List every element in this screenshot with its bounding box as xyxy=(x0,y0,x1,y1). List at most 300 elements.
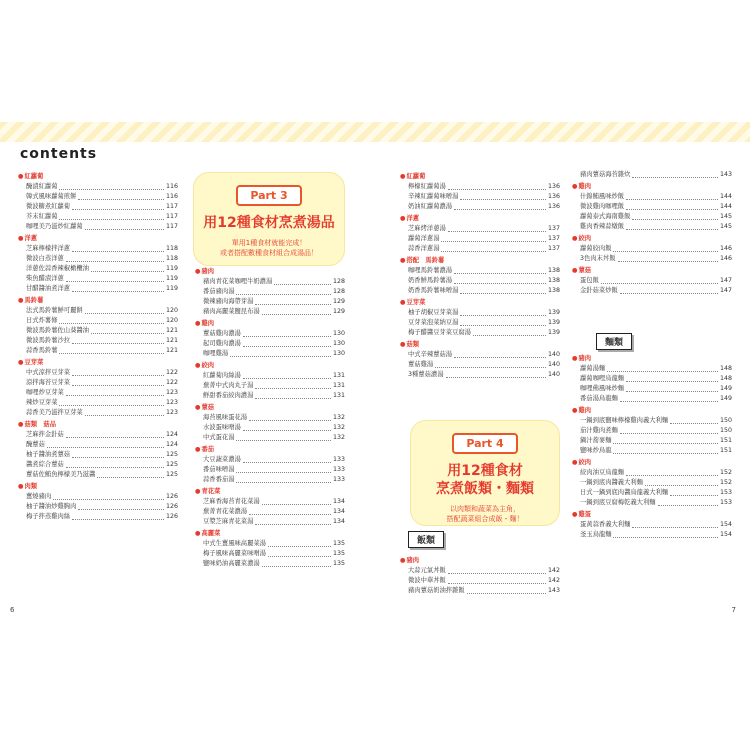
toc-entry-page: 131 xyxy=(332,382,345,389)
dot-leader xyxy=(613,537,717,538)
toc-entry-title: 辣炒豆芽菜 xyxy=(26,399,58,406)
toc-entry-title: 中式辛辣蕈菇湯 xyxy=(408,351,453,358)
toc-entry[interactable] xyxy=(18,336,178,346)
toc-entry-title: 絞肉油豆烏龍麵 xyxy=(580,469,625,476)
toc-entry-title: 咖哩美乃滋炒紅蘿蔔 xyxy=(26,223,83,230)
toc-entry-page: 117 xyxy=(165,223,178,230)
toc-entry-title: 水波蛋味噌湯 xyxy=(203,424,241,431)
toc-section-heading: ● 番茄 xyxy=(195,445,345,455)
toc-entry[interactable] xyxy=(18,254,178,264)
dot-leader xyxy=(454,357,546,358)
toc-entry-page: 152 xyxy=(719,469,732,476)
toc-entry-page: 146 xyxy=(719,245,732,252)
toc-entry-title: 豆芽菜泡菜納豆湯 xyxy=(408,319,459,326)
toc-entry-title: 中式蛋花湯 xyxy=(203,434,235,441)
toc-entry[interactable] xyxy=(400,566,560,576)
toc-entry-title: 蕈菇雞肉濃湯 xyxy=(203,330,241,337)
toc-section-heading: ● 雞肉 xyxy=(572,406,732,416)
dot-leader xyxy=(53,499,164,500)
dot-leader xyxy=(85,229,164,230)
toc-entry-title: 奶油紅蘿蔔濃湯 xyxy=(408,203,453,210)
dot-leader xyxy=(454,209,546,210)
toc-entry[interactable] xyxy=(572,520,732,530)
toc-entry-title: 番茄味噌湯 xyxy=(203,466,235,473)
toc-entry[interactable] xyxy=(18,212,178,222)
toc-entry-page: 132 xyxy=(332,424,345,431)
dot-leader xyxy=(236,440,330,441)
dot-leader xyxy=(243,462,331,463)
toc-entry-title: 微波糖煮紅蘿蔔 xyxy=(26,203,71,210)
dot-leader xyxy=(632,177,718,178)
toc-section-heading: ● 豆芽菜 xyxy=(18,358,178,368)
toc-entry[interactable] xyxy=(572,254,732,264)
toc-entry-title: 蛋包飯 xyxy=(580,277,599,284)
toc-entry[interactable] xyxy=(18,502,178,512)
dot-leader xyxy=(448,583,546,584)
toc-entry[interactable] xyxy=(400,182,560,192)
toc-entry[interactable] xyxy=(572,478,732,488)
toc-entry[interactable] xyxy=(195,339,345,349)
toc-entry[interactable] xyxy=(572,416,732,426)
dot-leader xyxy=(435,367,546,368)
toc-section-heading: ● 絞肉 xyxy=(572,234,732,244)
toc-section-heading: ● 高麗菜 xyxy=(195,529,345,539)
toc-entry[interactable] xyxy=(572,222,732,232)
toc-entry[interactable] xyxy=(195,287,345,297)
toc-section-heading: ● 雞肉 xyxy=(572,182,732,192)
toc-entry-page: 143 xyxy=(719,171,732,178)
dot-leader xyxy=(59,219,163,220)
toc-entry-page: 129 xyxy=(332,298,345,305)
part3-desc2: 或者搭配數種食材組合成湯品！ xyxy=(220,249,318,257)
dot-leader xyxy=(249,514,331,515)
dot-leader xyxy=(626,391,718,392)
toc-entry-page: 134 xyxy=(332,498,345,505)
toc-entry[interactable] xyxy=(18,244,178,254)
toc-entry[interactable] xyxy=(195,549,345,559)
part4-heading2: 烹煮飯類・麵類 xyxy=(436,481,534,497)
toc-section-heading: ● 豬肉 xyxy=(195,267,345,277)
toc-entry[interactable] xyxy=(572,212,732,222)
dot-leader xyxy=(441,241,545,242)
toc-entry[interactable] xyxy=(18,398,178,408)
dot-leader xyxy=(268,546,331,547)
toc-entry-title: 3色肉末丼飯 xyxy=(580,255,616,262)
toc-entry-title: 日式一鍋到底肉醬烏龍義大利麵 xyxy=(580,489,669,496)
dot-leader xyxy=(91,271,164,272)
toc-entry-page: 119 xyxy=(165,275,178,282)
toc-entry[interactable] xyxy=(195,297,345,307)
toc-entry[interactable] xyxy=(18,202,178,212)
toc-entry-page: 129 xyxy=(332,308,345,315)
toc-entry[interactable] xyxy=(572,436,732,446)
dot-leader xyxy=(72,251,164,252)
toc-entry[interactable] xyxy=(18,182,178,192)
toc-entry-page: 132 xyxy=(332,414,345,421)
toc-entry[interactable] xyxy=(195,433,345,443)
toc-section-heading: ● 紅蘿蔔 xyxy=(18,172,178,182)
dot-leader xyxy=(473,335,546,336)
dot-leader xyxy=(670,495,718,496)
toc-entry[interactable] xyxy=(572,498,732,508)
toc-entry[interactable] xyxy=(18,460,178,470)
dot-leader xyxy=(255,388,331,389)
toc-section-heading: ● 肉類 xyxy=(18,482,178,492)
toc-entry-page: 135 xyxy=(332,550,345,557)
toc-entry-title: 豆漿芝麻青花菜湯 xyxy=(203,518,254,525)
toc-entry-title: 涼拌海苔豆芽菜 xyxy=(26,379,71,386)
toc-entry[interactable] xyxy=(195,329,345,339)
toc-entry[interactable] xyxy=(572,276,732,286)
toc-entry-page: 135 xyxy=(332,540,345,547)
toc-entry-title: 梅子醋醬豆芽菜豆腐湯 xyxy=(408,329,471,336)
toc-entry-page: 144 xyxy=(719,203,732,210)
dot-leader xyxy=(243,336,331,337)
dot-leader xyxy=(645,485,718,486)
toc-entry[interactable] xyxy=(572,244,732,254)
toc-entry-page: 142 xyxy=(547,577,560,584)
toc-entry[interactable] xyxy=(572,202,732,212)
toc-entry-page: 154 xyxy=(719,521,732,528)
toc-entry[interactable] xyxy=(18,192,178,202)
dot-leader xyxy=(72,519,164,520)
part4-box xyxy=(410,420,560,526)
toc-entry[interactable] xyxy=(572,170,732,180)
toc-entry[interactable] xyxy=(195,475,345,485)
toc-entry[interactable] xyxy=(18,388,178,398)
toc-entry[interactable] xyxy=(18,284,178,294)
toc-entry[interactable] xyxy=(18,450,178,460)
toc-entry-title: 中式涼拌豆芽菜 xyxy=(26,369,71,376)
toc-entry-title: 鹽味炒烏龍 xyxy=(580,447,612,454)
toc-entry[interactable] xyxy=(18,264,178,274)
toc-entry[interactable] xyxy=(195,391,345,401)
page-number-left: 6 xyxy=(10,606,15,614)
part3-label: Part 3 xyxy=(236,185,301,206)
toc-entry-title: 什錦鮪風味炒飯 xyxy=(580,193,625,200)
dot-leader xyxy=(66,261,164,262)
dot-leader xyxy=(66,437,164,438)
dot-leader xyxy=(243,430,331,431)
toc-section-heading: ● 絞肉 xyxy=(572,458,732,468)
toc-entry-page: 140 xyxy=(547,351,560,358)
toc-section-heading: ● 蕈菇 xyxy=(572,266,732,276)
toc-entry[interactable] xyxy=(18,408,178,418)
dot-leader xyxy=(72,375,164,376)
toc-entry-title: 辛辣紅蘿蔔味噌湯 xyxy=(408,193,459,200)
toc-entry-title: 醃蕈菇 xyxy=(26,441,45,448)
dot-leader xyxy=(255,524,331,525)
toc-entry-title: 金針菇菜炒飯 xyxy=(580,287,618,294)
toc-entry-page: 136 xyxy=(547,203,560,210)
toc-entry-page: 125 xyxy=(165,471,178,478)
toc-entry[interactable] xyxy=(400,234,560,244)
toc-entry-title: 鍋汁蕎麥麵 xyxy=(580,437,612,444)
toc-entry[interactable] xyxy=(400,360,560,370)
toc-entry-title: 芝麻拌金針菇 xyxy=(26,431,64,438)
toc-entry-title: 雞肉香辣蒜燉飯 xyxy=(580,223,625,230)
toc-entry-title: 大豆蔬菜濃湯 xyxy=(203,456,241,463)
toc-entry[interactable] xyxy=(195,539,345,549)
toc-entry-page: 137 xyxy=(547,235,560,242)
dot-leader xyxy=(448,189,546,190)
dot-leader xyxy=(613,453,717,454)
toc-entry-title: 梅子拌蒸雞肉絲 xyxy=(26,513,71,520)
part4-desc2: 搭配蔬菜組合成飯・麵！ xyxy=(446,515,524,523)
dot-leader xyxy=(448,573,546,574)
toc-entry-page: 135 xyxy=(332,560,345,567)
toc-entry[interactable] xyxy=(400,286,560,296)
toc-entry-page: 140 xyxy=(547,371,560,378)
toc-entry-page: 119 xyxy=(165,285,178,292)
dot-leader xyxy=(59,353,163,354)
dot-leader xyxy=(268,556,331,557)
toc-entry-page: 130 xyxy=(332,330,345,337)
toc-entry-page: 121 xyxy=(165,327,178,334)
toc-entry[interactable] xyxy=(18,326,178,336)
toc-section-heading: ● 豬肉 xyxy=(400,556,560,566)
toc-entry[interactable] xyxy=(195,423,345,433)
toc-entry-page: 154 xyxy=(719,531,732,538)
dot-leader xyxy=(626,209,718,210)
toc-entry-title: 薑燒豬肉 xyxy=(26,493,52,500)
toc-entry-title: 微辣豬肉海帶芽湯 xyxy=(203,298,254,305)
toc-entry-title: 柚子醬油炒雞胸肉 xyxy=(26,503,77,510)
toc-entry[interactable] xyxy=(400,308,560,318)
part4-label: Part 4 xyxy=(452,433,517,454)
toc-entry[interactable] xyxy=(195,455,345,465)
dot-leader xyxy=(448,231,546,232)
toc-entry[interactable] xyxy=(572,530,732,540)
toc-entry[interactable] xyxy=(572,192,732,202)
toc-entry-title: 蕪菁青花菜濃湯 xyxy=(203,508,248,515)
dot-leader xyxy=(255,398,331,399)
toc-entry-title: 奶香鮮馬鈴薯湯 xyxy=(408,277,453,284)
toc-entry-title: 微波馬鈴薯佐山葵醬油 xyxy=(26,327,89,334)
toc-entry-page: 120 xyxy=(165,307,178,314)
toc-entry[interactable] xyxy=(195,307,345,317)
dot-leader xyxy=(85,313,164,314)
toc-section-heading: ● 馬鈴薯 xyxy=(18,296,178,306)
toc-entry-title: 蕪菁中式肉丸子湯 xyxy=(203,382,254,389)
toc-entry[interactable] xyxy=(572,394,732,404)
dot-leader xyxy=(262,566,331,567)
toc-entry-page: 134 xyxy=(332,508,345,515)
toc-entry-title: 柴魚醋漬洋蔥 xyxy=(26,275,64,282)
dot-leader xyxy=(607,371,718,372)
toc-entry-page: 120 xyxy=(165,317,178,324)
toc-entry-page: 139 xyxy=(547,309,560,316)
toc-entry[interactable] xyxy=(400,266,560,276)
toc-entry-page: 151 xyxy=(719,437,732,444)
toc-entry-page: 153 xyxy=(719,499,732,506)
toc-entry[interactable] xyxy=(18,378,178,388)
toc-column-4 xyxy=(572,170,732,296)
toc-section-heading: ● 紅蘿蔔 xyxy=(400,172,560,182)
toc-entry-title: 蘿蔔咖哩烏龍麵 xyxy=(580,375,625,382)
toc-entry[interactable] xyxy=(195,507,345,517)
toc-entry-title: 蒜香番茄湯 xyxy=(203,476,235,483)
toc-entry-page: 151 xyxy=(719,447,732,454)
toc-entry-title: 豬肉高麗菜鹽昆布湯 xyxy=(203,308,260,315)
dot-leader xyxy=(618,261,718,262)
dot-leader xyxy=(460,199,546,200)
toc-entry-title: 韓式風味蘿蔔煎餅 xyxy=(26,193,77,200)
toc-section-heading: ● 菇類 菇品 xyxy=(18,420,178,430)
toc-entry-title: 番茄豬肉湯 xyxy=(203,288,235,295)
toc-entry-page: 142 xyxy=(547,567,560,574)
toc-entry-page: 139 xyxy=(547,329,560,336)
dot-leader xyxy=(85,415,164,416)
dot-leader xyxy=(601,283,718,284)
toc-entry[interactable] xyxy=(400,224,560,234)
toc-entry-page: 133 xyxy=(332,466,345,473)
toc-entry[interactable] xyxy=(400,244,560,254)
toc-entry[interactable] xyxy=(400,350,560,360)
toc-entry-title: 蘿蔔絞肉飯 xyxy=(580,245,612,252)
toc-entry-page: 152 xyxy=(719,479,732,486)
toc-entry-page: 116 xyxy=(165,193,178,200)
toc-entry[interactable] xyxy=(572,426,732,436)
toc-entry[interactable] xyxy=(195,465,345,475)
dot-leader xyxy=(658,505,718,506)
toc-entry[interactable] xyxy=(18,222,178,232)
toc-entry-page: 130 xyxy=(332,340,345,347)
toc-entry[interactable] xyxy=(195,381,345,391)
toc-entry[interactable] xyxy=(195,497,345,507)
toc-entry[interactable] xyxy=(572,488,732,498)
toc-entry-page: 124 xyxy=(165,441,178,448)
dot-leader xyxy=(91,333,164,334)
toc-entry[interactable] xyxy=(400,328,560,338)
noodle-tag-wrap xyxy=(596,330,632,354)
dot-leader xyxy=(72,385,164,386)
toc-entry-page: 122 xyxy=(165,369,178,376)
part4-heading1: 用12種食材 xyxy=(447,463,523,479)
toc-entry-page: 138 xyxy=(547,267,560,274)
dot-leader xyxy=(670,423,718,424)
toc-entry-title: 大蒜元氣丼飯 xyxy=(408,567,446,574)
toc-entry-page: 150 xyxy=(719,417,732,424)
dot-leader xyxy=(230,356,331,357)
toc-entry[interactable] xyxy=(572,384,732,394)
toc-entry[interactable] xyxy=(18,274,178,284)
toc-entry-title: 海苔風味蛋花湯 xyxy=(203,414,248,421)
toc-entry-page: 131 xyxy=(332,392,345,399)
toc-entry-page: 125 xyxy=(165,451,178,458)
toc-entry-title: 醃漬紅蘿蔔 xyxy=(26,183,58,190)
toc-entry-page: 133 xyxy=(332,456,345,463)
toc-entry[interactable] xyxy=(18,440,178,450)
part3-box xyxy=(193,172,345,266)
toc-entry[interactable] xyxy=(400,202,560,212)
toc-column-4b xyxy=(572,352,732,540)
dot-leader xyxy=(262,504,331,505)
dot-leader xyxy=(243,378,331,379)
toc-entry-page: 148 xyxy=(719,375,732,382)
toc-entry-page: 137 xyxy=(547,245,560,252)
toc-entry[interactable] xyxy=(400,586,560,596)
dot-leader xyxy=(460,315,546,316)
toc-entry-title: 微波中華丼飯 xyxy=(408,577,446,584)
dot-leader xyxy=(78,199,164,200)
toc-entry[interactable] xyxy=(572,468,732,478)
toc-entry[interactable] xyxy=(18,306,178,316)
toc-entry[interactable] xyxy=(18,316,178,326)
toc-entry[interactable] xyxy=(400,318,560,328)
dot-leader xyxy=(620,433,718,434)
toc-entry[interactable] xyxy=(400,192,560,202)
toc-entry-page: 143 xyxy=(547,587,560,594)
toc-entry-page: 138 xyxy=(547,277,560,284)
toc-entry-page: 146 xyxy=(719,255,732,262)
toc-entry[interactable] xyxy=(195,413,345,423)
dot-leader xyxy=(236,294,330,295)
toc-entry[interactable] xyxy=(195,517,345,527)
toc-entry-title: 一鍋到底豆腐梅乾義大利麵 xyxy=(580,499,656,506)
toc-entry-title: 咖哩炒豆芽菜 xyxy=(26,389,64,396)
dot-leader xyxy=(626,381,718,382)
toc-entry-title: 咖哩馬鈴薯濃湯 xyxy=(408,267,453,274)
toc-entry[interactable] xyxy=(18,470,178,480)
toc-entry-title: 起司雞肉濃湯 xyxy=(203,340,241,347)
toc-entry-title: 微波白蒸洋蔥 xyxy=(26,255,64,262)
toc-entry[interactable] xyxy=(18,512,178,522)
toc-section-heading: ● 絞肉 xyxy=(195,361,345,371)
part3-desc1: 單用1種食材就能完成！ xyxy=(231,239,307,247)
toc-entry-title: 蕈菇佐鮪魚檸檬美乃滋醬 xyxy=(26,471,96,478)
toc-column-1 xyxy=(18,170,178,522)
toc-entry[interactable] xyxy=(572,446,732,456)
toc-entry[interactable] xyxy=(18,346,178,356)
dot-leader xyxy=(467,593,546,594)
toc-entry[interactable] xyxy=(572,374,732,384)
toc-entry[interactable] xyxy=(18,368,178,378)
toc-entry[interactable] xyxy=(195,277,345,287)
toc-entry-page: 136 xyxy=(547,183,560,190)
toc-entry[interactable] xyxy=(18,492,178,502)
toc-entry-page: 140 xyxy=(547,361,560,368)
toc-entry-title: 咖哩雞湯 xyxy=(203,350,229,357)
toc-entry-title: 紅蘿蔔肉絲湯 xyxy=(203,372,241,379)
dot-leader xyxy=(236,472,330,473)
toc-entry[interactable] xyxy=(400,576,560,586)
toc-entry-page: 123 xyxy=(165,389,178,396)
toc-entry[interactable] xyxy=(572,364,732,374)
toc-entry[interactable] xyxy=(195,371,345,381)
toc-entry-title: 梅子風味高麗菜味噌湯 xyxy=(203,550,266,557)
toc-entry[interactable] xyxy=(195,349,345,359)
toc-entry-title: 一鍋到底鹽味檸檬雞肉義大利麵 xyxy=(580,417,669,424)
dot-leader xyxy=(72,457,164,458)
dot-leader xyxy=(78,509,164,510)
toc-entry-page: 137 xyxy=(547,225,560,232)
toc-entry-page: 128 xyxy=(332,288,345,295)
toc-entry-page: 147 xyxy=(719,277,732,284)
toc-entry[interactable] xyxy=(195,559,345,569)
toc-entry[interactable] xyxy=(400,370,560,380)
toc-entry[interactable] xyxy=(400,276,560,286)
dot-leader xyxy=(454,283,546,284)
toc-entry[interactable] xyxy=(18,430,178,440)
toc-entry-page: 147 xyxy=(719,287,732,294)
toc-entry-title: 鹽味奶油高麗菜濃湯 xyxy=(203,560,260,567)
toc-entry[interactable] xyxy=(572,286,732,296)
toc-entry-page: 145 xyxy=(719,223,732,230)
toc-entry-title: 微波馬鈴薯沙拉 xyxy=(26,337,71,344)
toc-entry-title: 芝麻香海苔青花菜湯 xyxy=(203,498,260,505)
toc-entry-page: 134 xyxy=(332,518,345,525)
